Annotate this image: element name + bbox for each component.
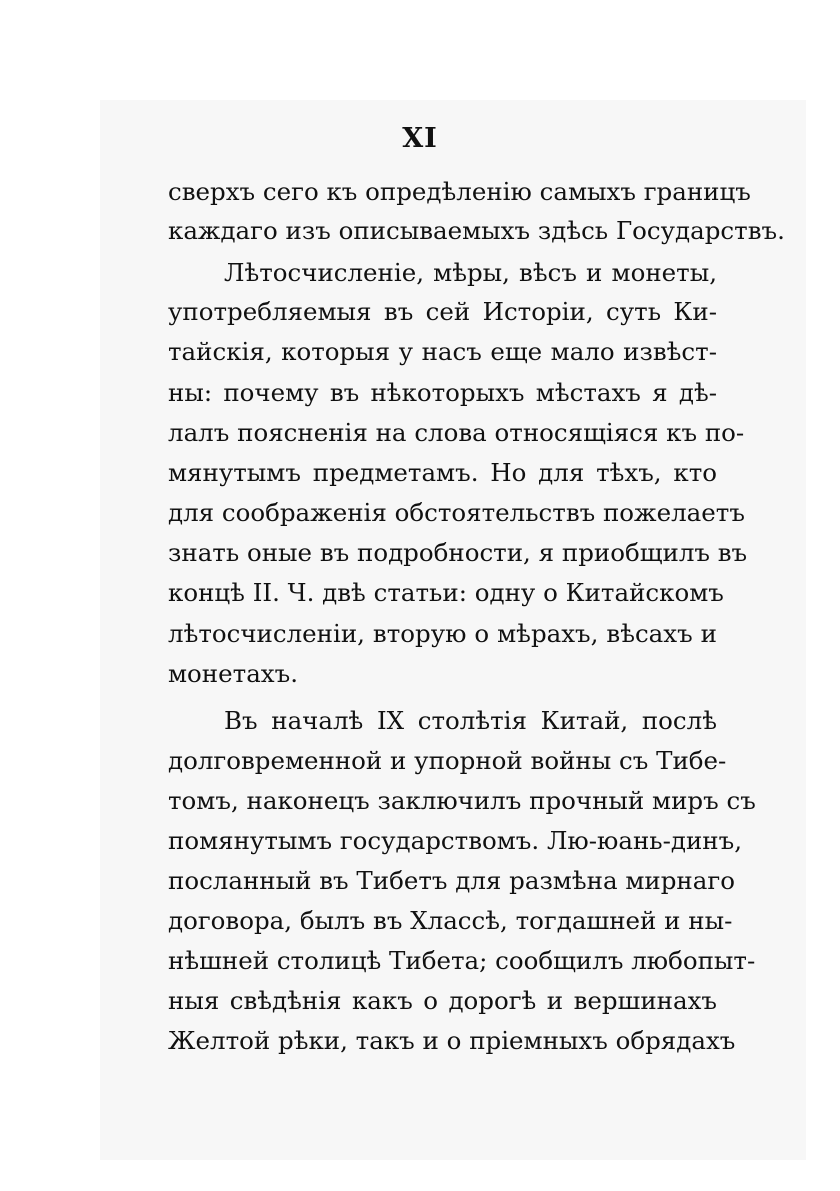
text-line-13: монетахъ. xyxy=(168,659,298,688)
text-line-11: концѣ II. Ч. двѣ статьи: одну о Китайскомъ xyxy=(168,578,724,607)
text-line-8: мянутымъ предметамъ. Но для тѣхъ, кто xyxy=(168,458,717,487)
text-line-21: ныя свѣдѣнія какъ о дорогѣ и вершинахъ xyxy=(168,986,717,1015)
page-number: XI xyxy=(402,123,438,154)
text-line-9: для соображенія обстоятельствъ пожелаетъ xyxy=(168,498,745,527)
text-line-16: томъ, наконецъ заключилъ прочный миръ съ xyxy=(168,786,756,815)
text-line-20: нѣшней столицѣ Тибета; сообщилъ любопыт- xyxy=(168,946,756,975)
text-line-7: лалъ поясненія на слова относящіяся къ по- xyxy=(168,418,745,447)
text-line-10: знать оные въ подробности, я приобщилъ въ xyxy=(168,538,748,567)
text-line-12: лѣтосчисленіи, вторую о мѣрахъ, вѣсахъ и xyxy=(168,619,717,648)
text-line-22: Желтой рѣки, такъ и о пріемныхъ обрядахъ xyxy=(168,1026,736,1055)
text-line-3: Лѣтосчисленіе, мѣры, вѣсъ и монеты, xyxy=(224,258,717,287)
text-line-15: долговременной и упорной войны съ Тибе- xyxy=(168,746,727,775)
text-line-19: договора, былъ въ Хлассѣ, тогдашней и ны- xyxy=(168,906,733,935)
text-line-1: сверхъ сего къ опредѣленію самыхъ границъ xyxy=(168,177,751,206)
text-line-5: тайскія, которыя у насъ еще мало извѣст- xyxy=(168,337,717,366)
text-line-17: помянутымъ государствомъ. Лю-юань-динъ, xyxy=(168,826,743,855)
text-line-6: ны: почему въ нѣкоторыхъ мѣстахъ я дѣ- xyxy=(168,378,717,407)
text-line-18: посланный въ Тибетъ для размѣна мирнаго xyxy=(168,866,735,895)
text-line-14: Въ началѣ IX столѣтія Китай, послѣ xyxy=(224,706,717,735)
text-line-4: употребляемыя въ сей Исторіи, суть Ки- xyxy=(168,297,717,326)
text-line-2: каждаго изъ описываемыхъ здѣсь Государствъ. xyxy=(168,216,785,245)
